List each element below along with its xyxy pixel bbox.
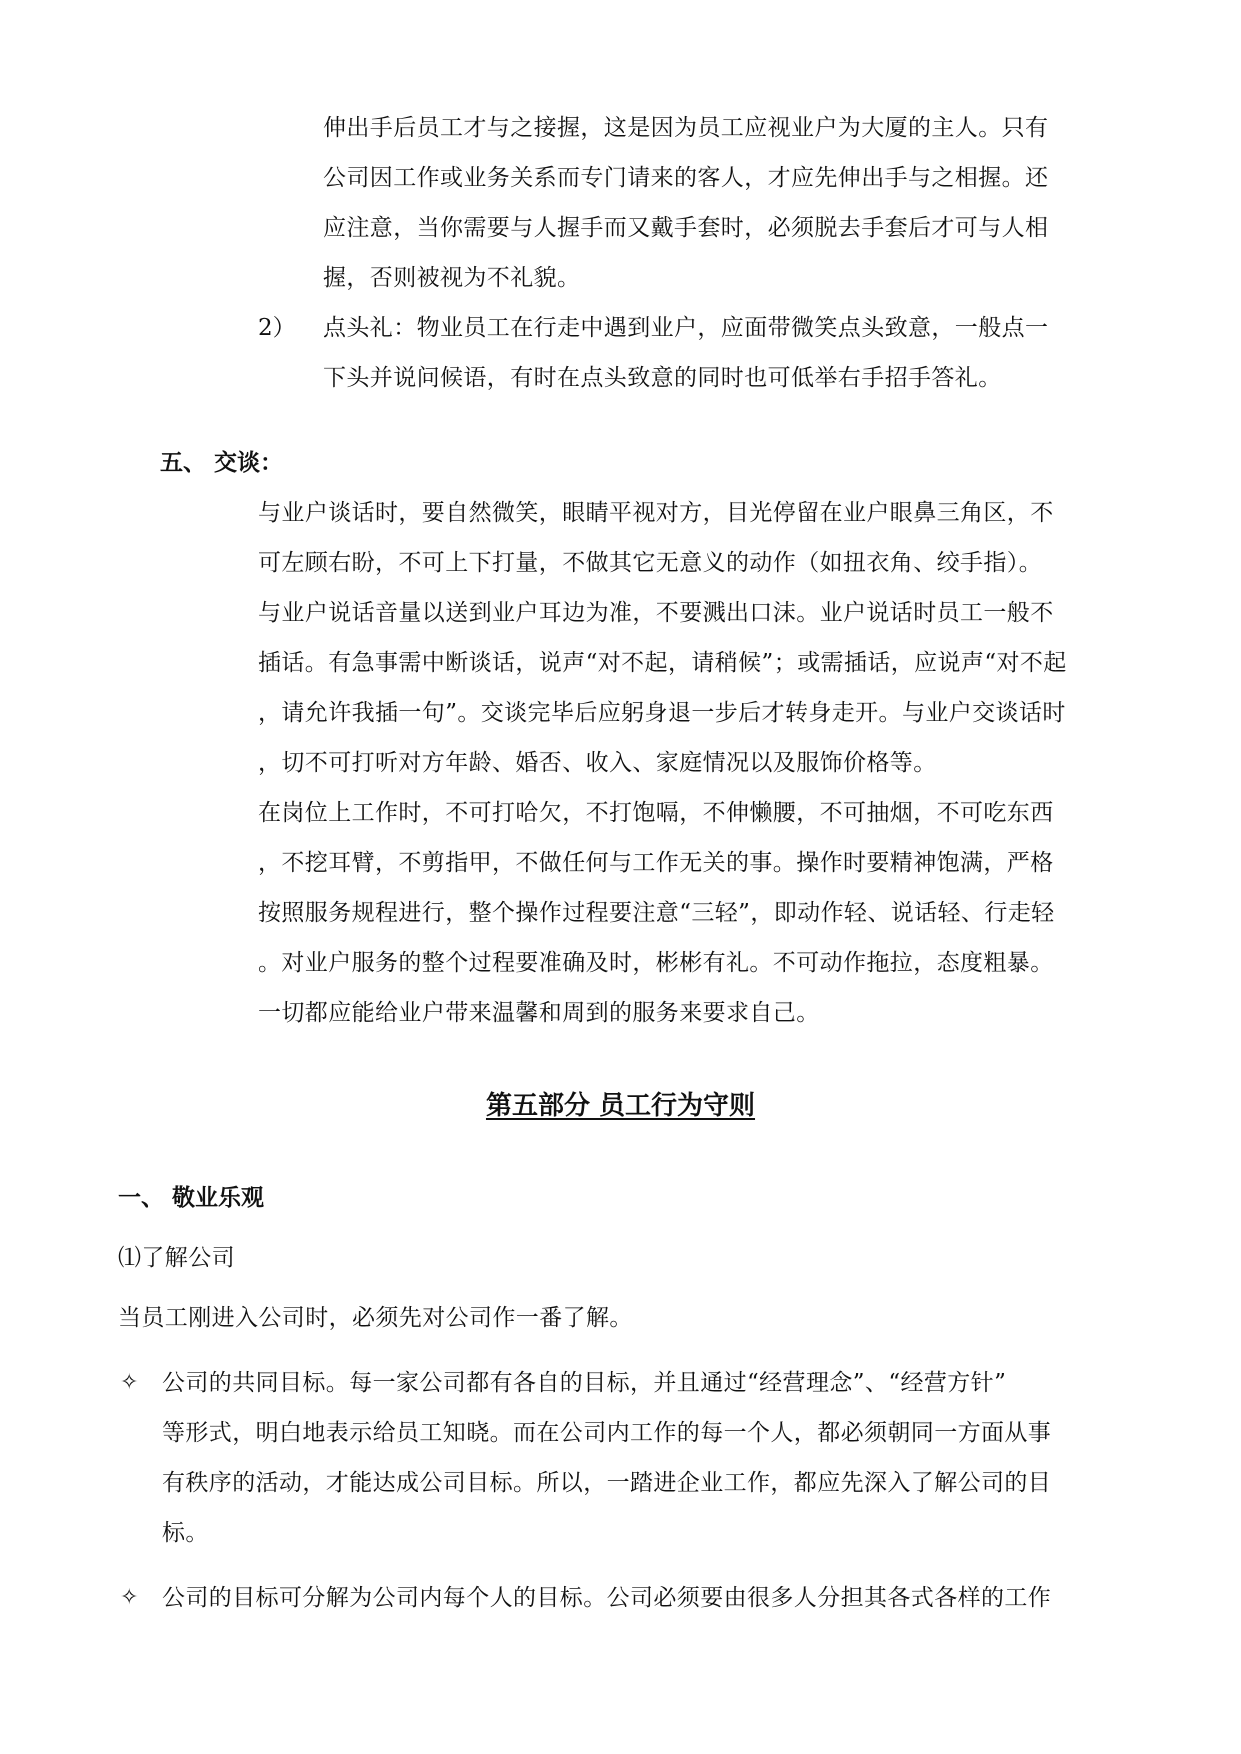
paragraph-line: 等形式，明白地表示给员工知晓。而在公司内工作的每一个人，都必须朝同一方面从事 — [162, 1420, 1052, 1446]
paragraph-line: 标。 — [162, 1520, 209, 1546]
part-title-text: 第五部分 员工行为守则 — [485, 1091, 756, 1121]
paragraph-line: 按照服务规程进行，整个操作过程要注意“三轻”，即动作轻、说话轻、行走轻 — [258, 900, 1055, 926]
paragraph-line: 点头礼：物业员工在行走中遇到业户，应面带微笑点头致意，一般点一 — [323, 315, 1049, 341]
paragraph-line: 有秩序的活动，才能达成公司目标。所以，一踏进企业工作，都应先深入了解公司的目 — [162, 1470, 1052, 1496]
paragraph-line: ，请允许我插一句”。交谈完毕后应躬身退一步后才转身走开。与业户交谈话时 — [258, 700, 1066, 726]
bullet-icon: ✧ — [120, 1370, 139, 1395]
paragraph-line: 插话。有急事需中断谈话，说声“对不起，请稍候”；或需插话，应说声“对不起 — [258, 650, 1067, 676]
paragraph-line: ，不挖耳臂，不剪指甲，不做任何与工作无关的事。操作时要精神饱满，严格 — [258, 850, 1054, 876]
list-number: 2） — [258, 315, 296, 341]
paragraph-line: 公司的共同目标。每一家公司都有各自的目标，并且通过“经营理念”、“经营方针” — [162, 1370, 1007, 1396]
paragraph-line: 下头并说问候语，有时在点头致意的同时也可低举右手招手答礼。 — [323, 365, 1002, 391]
paragraph-line: 与业户谈话时，要自然微笑，眼睛平视对方，目光停留在业户眼鼻三角区，不 — [258, 500, 1054, 526]
paragraph-line: 可左顾右盼，不可上下打量，不做其它无意义的动作（如扭衣角、绞手指）。 — [258, 550, 1043, 576]
paragraph-line: 一切都应能给业户带来温馨和周到的服务来要求自己。 — [258, 1000, 820, 1026]
subsection-heading: ⑴了解公司 — [118, 1245, 235, 1271]
paragraph-line: ，切不可打听对方年龄、婚否、收入、家庭情况以及服饰价格等。 — [258, 750, 937, 776]
section-heading: 五、 交谈： — [160, 450, 284, 476]
paragraph-line: 当员工刚进入公司时，必须先对公司作一番了解。 — [118, 1305, 633, 1331]
paragraph-line: 。对业户服务的整个过程要准确及时，彬彬有礼。不可动作拖拉，态度粗暴。 — [258, 950, 1054, 976]
paragraph-line: 公司的目标可分解为公司内每个人的目标。公司必须要由很多人分担其各式各样的工作 — [162, 1585, 1052, 1611]
paragraph-line: 在岗位上工作时，不可打哈欠，不打饱嗝，不伸懒腰，不可抽烟，不可吃东西 — [258, 800, 1054, 826]
part-title — [0, 1089, 1241, 1123]
paragraph-line: 公司因工作或业务关系而专门请来的客人，才应先伸出手与之相握。还 — [323, 165, 1049, 191]
bullet-icon: ✧ — [120, 1585, 139, 1610]
section-heading: 一、 敬业乐观 — [118, 1185, 265, 1211]
paragraph-line: 伸出手后员工才与之接握，这是因为员工应视业户为大厦的主人。只有 — [323, 115, 1049, 141]
paragraph-line: 握，否则被视为不礼貌。 — [323, 265, 581, 291]
paragraph-line: 与业户说话音量以送到业户耳边为准，不要溅出口沫。业户说话时员工一般不 — [258, 600, 1054, 626]
paragraph-line: 应注意，当你需要与人握手而又戴手套时，必须脱去手套后才可与人相 — [323, 215, 1049, 241]
